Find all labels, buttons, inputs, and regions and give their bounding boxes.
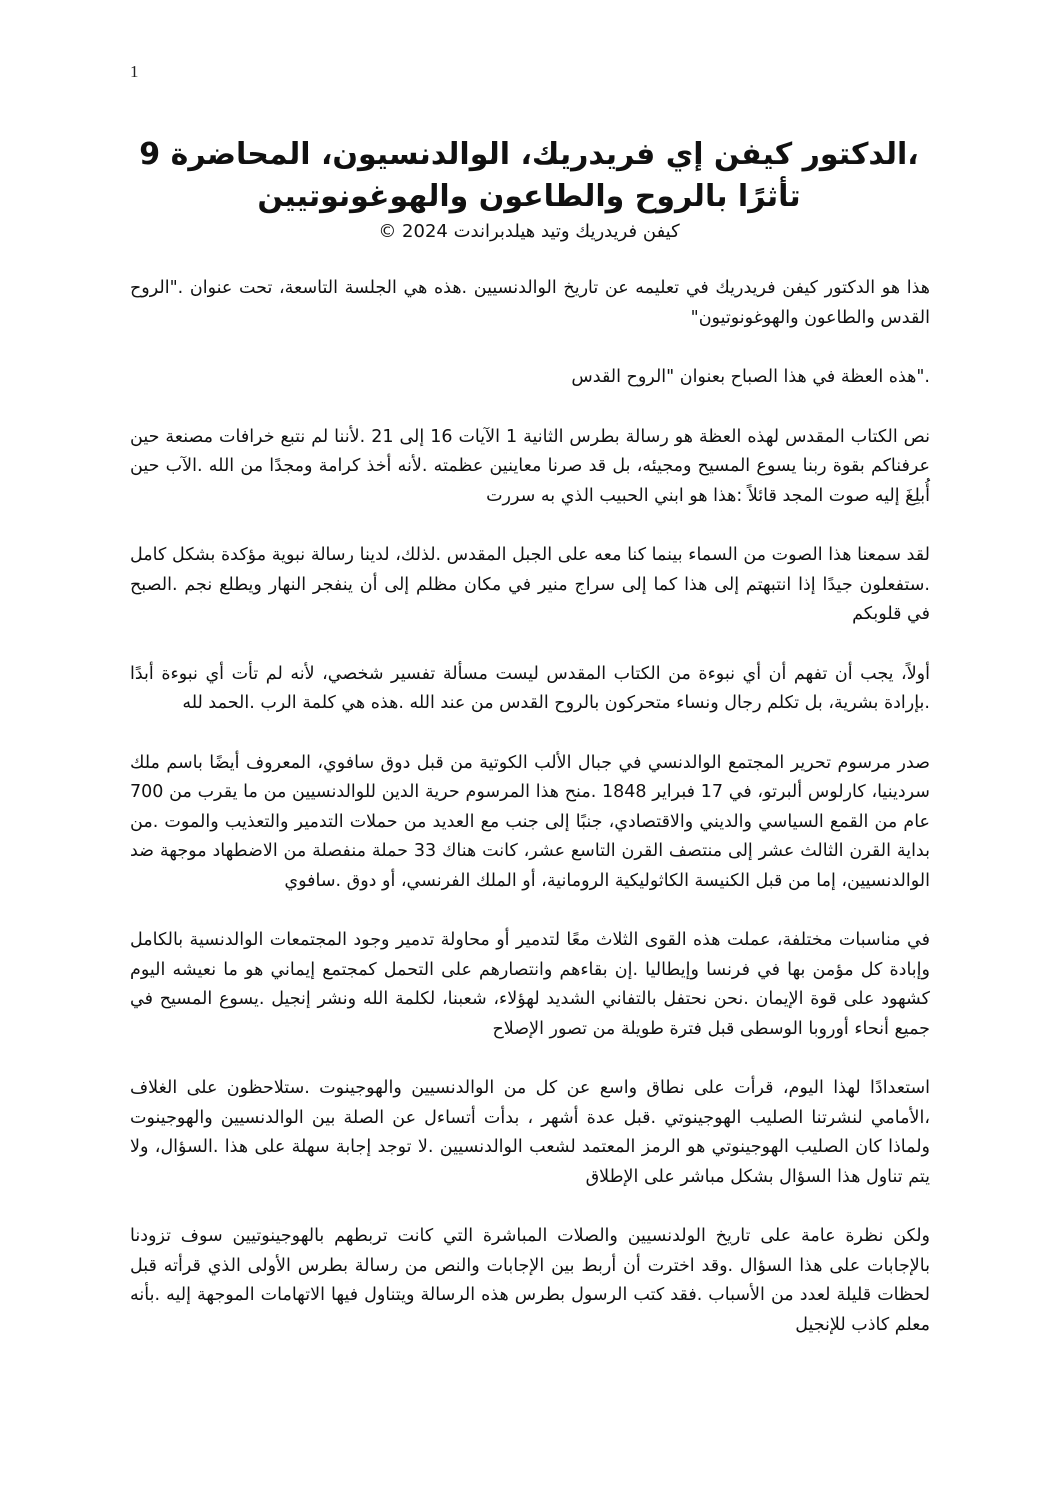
document-title-line-2: تأثرًا بالروح والطاعون والهوغونوتيين — [257, 179, 801, 214]
paragraph-huguenot-cross: استعدادًا لهذا اليوم، قرأت على نطاق واسع عن كل من الوالدنسيين والهوجينوت .ستلاحظون على الغلاف ،الأمامي لنشرتنا الصليب الهوجينوتي .قبل عدة أشهر ، بدأت أتساءل عن الصلة بين الوالدنسيين والهوجينوت ولماذا كان الصليب الهوجينوتي هو الرمز المعتمد لشعب الوالدنسيين .لا توجد إجابة سهلة على هذا .السؤال، ولا يتم تناول هذا السؤال بشكل مباشر على الإطلاق — [130, 1078, 930, 1187]
copyright-line: كيفن فريدريك وتيد هيلدبراندت 2024 © — [378, 221, 680, 242]
paragraph-intro: هذا هو الدكتور كيفن فريدريك في تعليمه عن تاريخ الوالدنسيين .هذه هي الجلسة التاسعة، تحت عنوان ."الروح القدس والطاعون والهوغونوتيون" — [130, 278, 930, 328]
paragraph-survival: في مناسبات مختلفة، عملت هذه القوى الثلاث معًا لتدمير أو محاولة تدمير وجود المجتمعات الوالدنسية بالكامل وإبادة كل مؤمن بها في فرنسا وإيطاليا .إن بقاءهم وانتصارهم على التحمل كمجتمع إيماني هو ما نعيشه اليوم كشهود على قوة الإيمان .نحن نحتفل بالتفاني الشديد لهؤلاء، شعبنا، لكلمة الله ونشر إنجيل .يسوع المسيح في جميع أنحاء أوروبا الوسطى قبل فترة طويلة من تصور الإصلاح — [130, 930, 930, 1039]
paragraph-edict-history: صدر مرسوم تحرير المجتمع الوالدنسي في جبال الألب الكوتية من قبل دوق سافوي، المعروف أيضًا باسم ملك سردينيا، كارلوس ألبرتو، في 17 فبراير 1848 .منح هذا المرسوم حرية الدين للوالدنسيين من ما يقرب من 700 عام من القمع السياسي والديني والاقتصادي، جنبًا إلى جنب مع العديد من حملات التدمير والتعذيب والموت .من بداية القرن الثالث عشر إلى منتصف القرن التاسع عشر، كانت هناك 33 حملة منفصلة من الاضطهاد موجهة ضد الوالدنسيين، إما من قبل الكنيسة الكاثوليكية الرومانية، أو الملك الفرنسي، أو دوق .سافوي — [130, 752, 930, 891]
paragraph-scripture-text: نص الكتاب المقدس لهذه العظة هو رسالة بطرس الثانية 1 الآيات 16 إلى 21 .لأننا لم نتبع خرافات مصنعة حين عرفناكم بقوة ربنا يسوع المسيح ومجيئه، بل قد صرنا معاينين عظمته .لأنه أخذ كرامة ومجدًا من الله .الآب حين أُبلِغَ إليه صوت المجد قائلاً :هذا هو ابني الحبيب الذي به سررت — [130, 426, 930, 506]
document-title-line-1: ،الدكتور كيفن إي فريدريك، الوالدنسيون، المحاضرة 9 — [139, 137, 919, 172]
paragraph-sermon-title: ."هذه العظة في هذا الصباح بعنوان "الروح القدس — [571, 367, 930, 387]
document-header — [120, 134, 938, 244]
document-body — [130, 274, 930, 1370]
paragraph-prophetic-message: لقد سمعنا هذا الصوت من السماء بينما كنا معه على الجبل المقدس .لذلك، لدينا رسالة نبوية مؤكدة بشكل كامل .ستفعلون جيدًا إذا انتبهتم إلى هذا كما إلى سراج منير في مكان مظلم إلى أن ينفجر النهار ويطلع نجم .الصبح في قلوبكم — [130, 545, 930, 624]
page-number: 1 — [130, 62, 139, 81]
paragraph-overview: ولكن نظرة عامة على تاريخ الولدنسيين والصلات المباشرة التي كانت تربطهم بالهوجينوتيين سوف تزودنا بالإجابات على هذا السؤال .وقد اخترت أن أربط بين الإجابات والنص من رسالة بطرس الأولى الذي قرأته قبل لحظات قليلة لعدد من الأسباب .فقد كتب الرسول بطرس هذه الرسالة ويتناول فيها الاتهامات الموجهة إليه .بأنه معلم كاذب للإنجيل — [130, 1226, 930, 1335]
paragraph-prophecy-interpretation: أولاً، يجب أن تفهم أن أي نبوءة من الكتاب المقدس ليست مسألة تفسير شخصي، لأنه لم تأت أي نبوءة أبدًا .بإرادة بشرية، بل تكلم رجال ونساء متحركون بالروح القدس من عند الله .هذه هي كلمة الرب .الحمد لله — [130, 663, 930, 713]
